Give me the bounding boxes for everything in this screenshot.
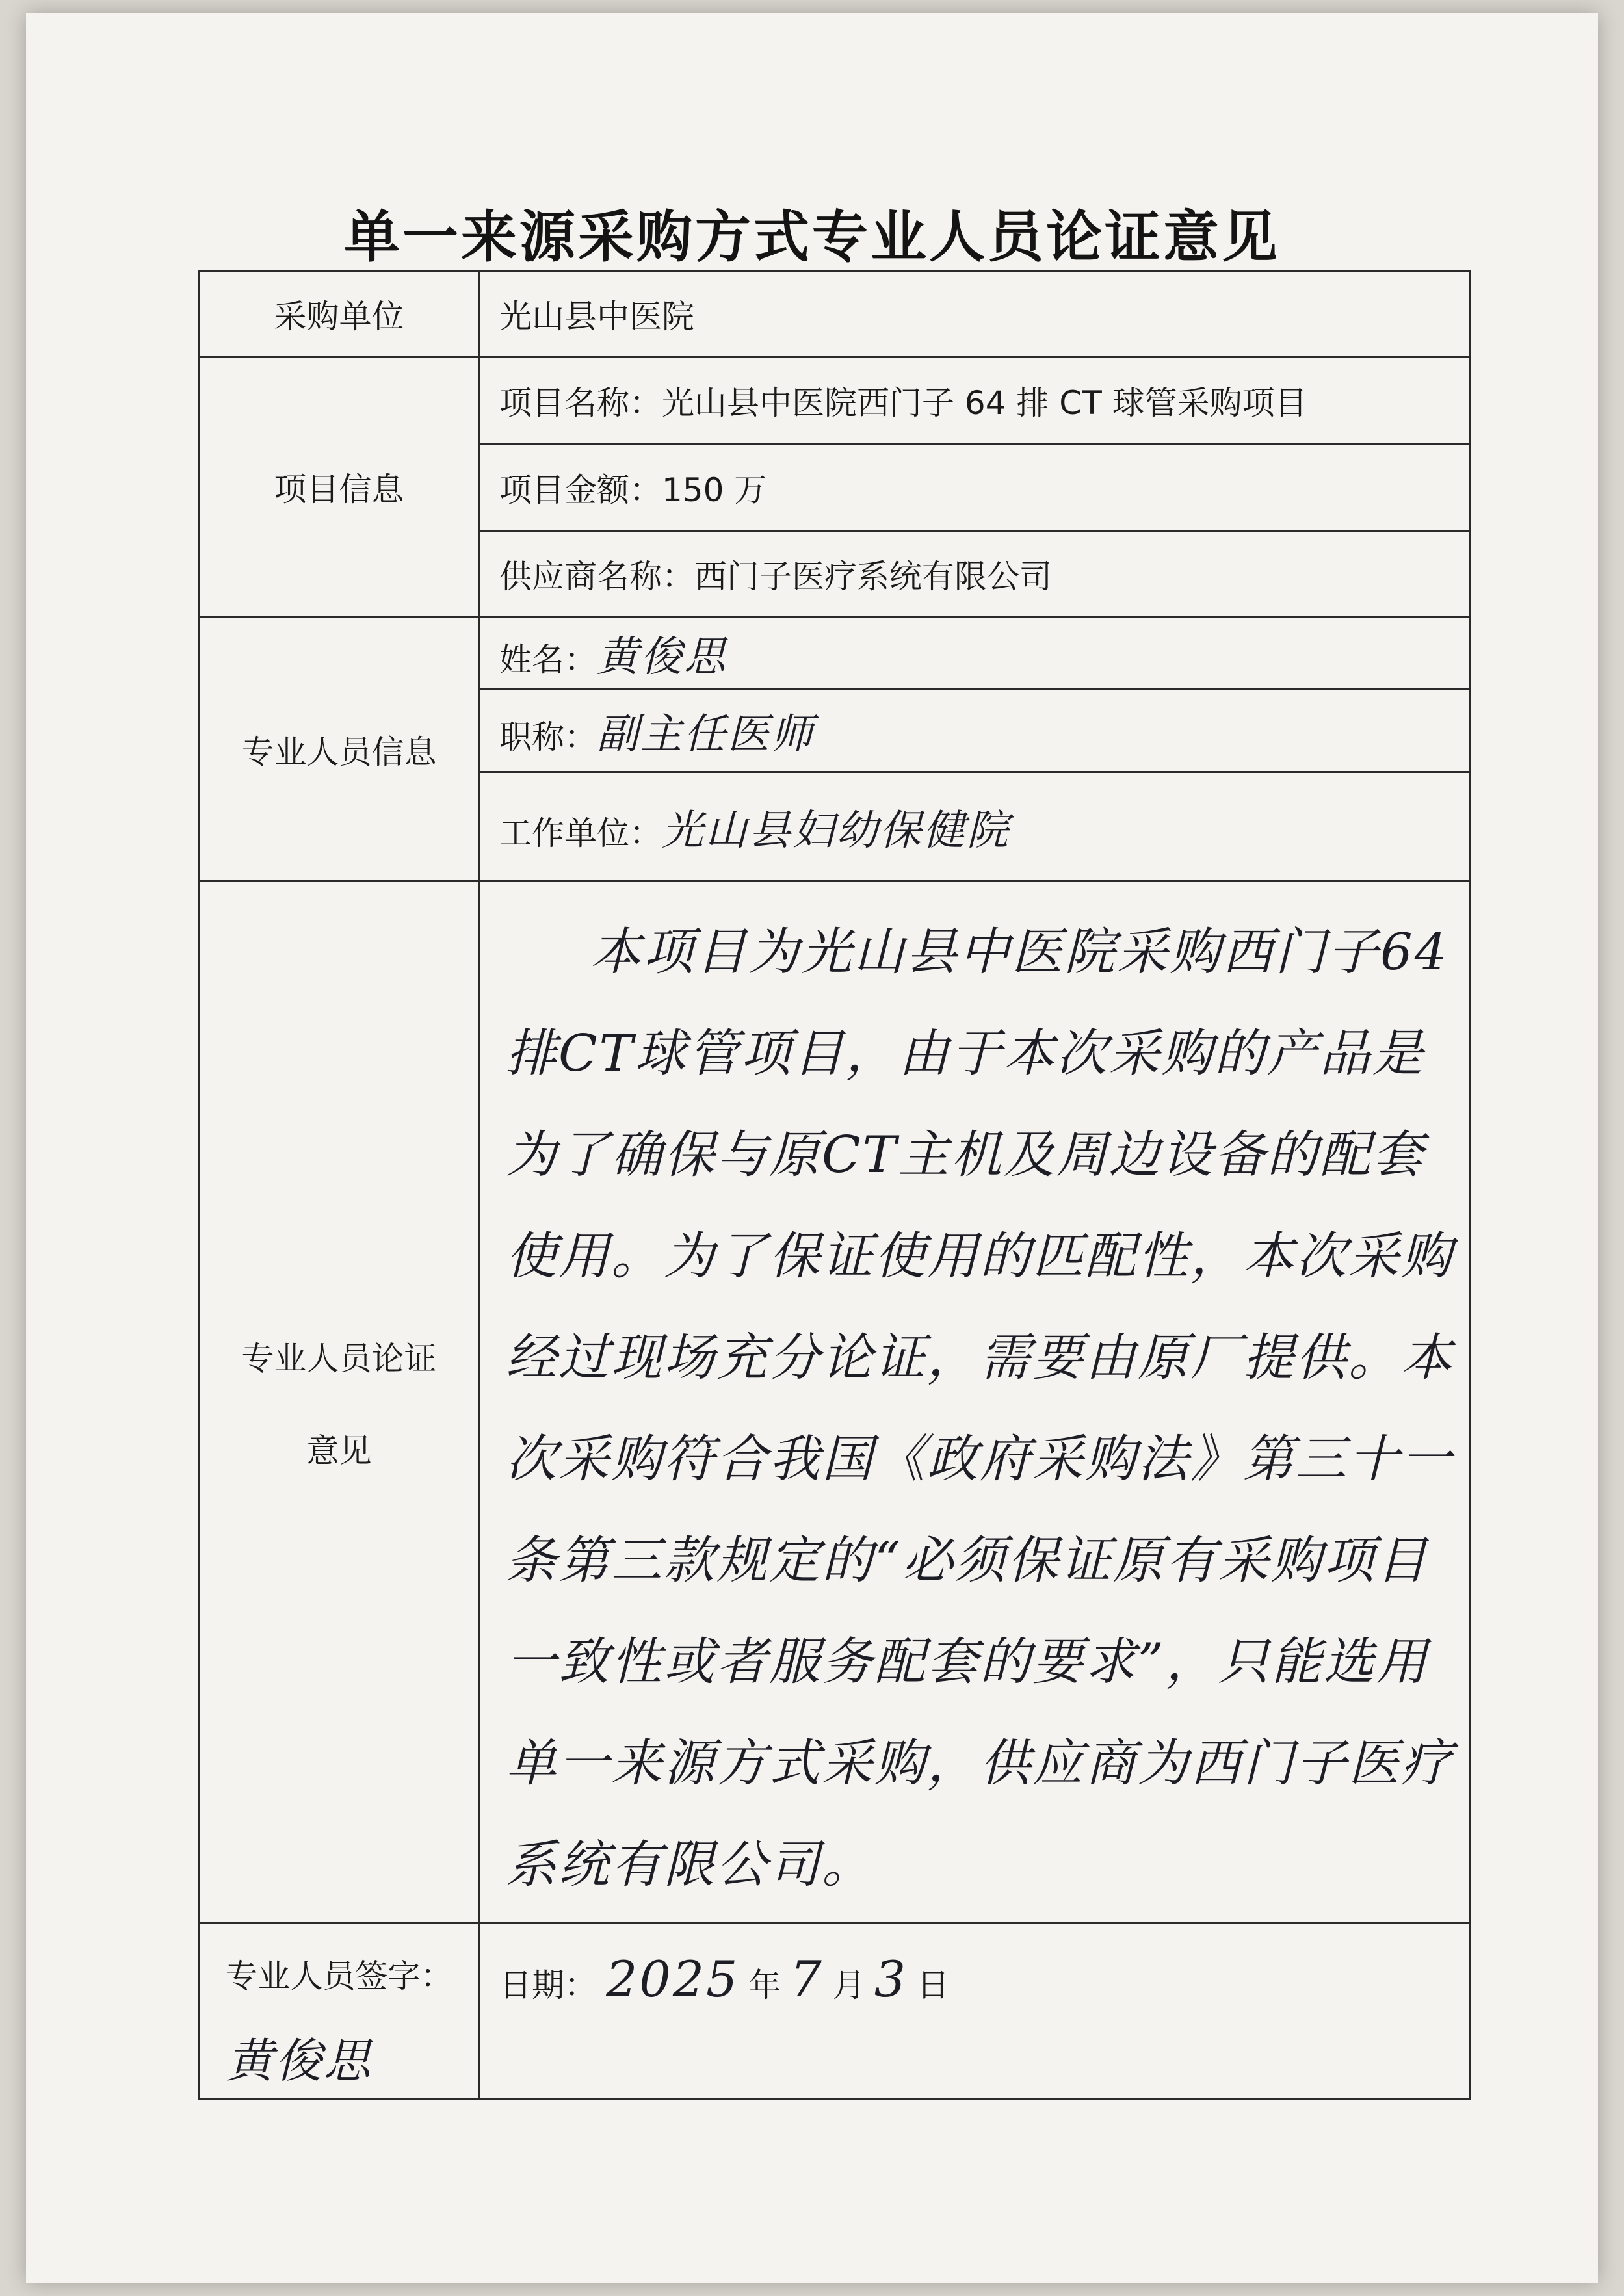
project-amount-label: 项目金额：: [499, 471, 662, 509]
expert-title-handwritten: 副主任医师: [597, 710, 815, 759]
date-day-unit: 日: [917, 1966, 950, 2004]
signature-cell: [200, 1924, 479, 2099]
opinion-label-line1: 专业人员论证: [241, 1340, 437, 1377]
opinion-handwritten-text: 本项目为光山县中医院采购西门子64排CT球管项目，由于本次采购的产品是为了确保与原CT主机及周边设备的配套使用。为了保证使用的匹配性，本次采购经过现场充分论证，需要由原厂提供。本次采购符合我国《政府采购法》第三十一条第三款规定的“必须保证原有采购项目一致性或者服务配套的要求”，只能选用单一来源方式采购，供应商为西门子医疗系统有限公司。: [506, 923, 1454, 1894]
project-name-value: 光山县中医院西门子 64 排 CT 球管采购项目: [662, 384, 1307, 422]
date-label: 日期：: [499, 1966, 597, 2004]
signature-label: 专业人员签字：: [225, 1957, 453, 1995]
project-amount-row: [479, 445, 1471, 531]
supplier-row: [479, 531, 1471, 618]
date-year-handwritten: 2025: [606, 1950, 740, 2008]
argument-form-table: [198, 270, 1471, 2100]
opinion-label-line2: 意见: [306, 1432, 372, 1470]
project-name-row: [479, 357, 1471, 445]
project-amount-value: 150 万: [662, 471, 767, 509]
expert-title-label: 职称：: [499, 718, 597, 756]
opinion-cell: [479, 881, 1471, 1924]
date-cell: [479, 1924, 1471, 2099]
expert-title-row: [479, 689, 1471, 772]
expert-unit-label: 工作单位：: [499, 814, 662, 852]
document-page: [26, 13, 1598, 2283]
expert-name-label: 姓名：: [499, 640, 597, 679]
expert-name-row: [479, 618, 1471, 689]
supplier-value: 西门子医疗系统有限公司: [694, 558, 1052, 595]
project-info-label: 项目信息: [200, 357, 479, 618]
date-day-handwritten: 3: [874, 1950, 908, 2008]
expert-unit-handwritten: 光山县妇幼保健院: [662, 806, 1010, 855]
opinion-label: [200, 881, 479, 1924]
expert-info-label: 专业人员信息: [200, 618, 479, 881]
date-month-unit: 月: [832, 1966, 865, 2004]
date-month-handwritten: 7: [790, 1950, 824, 2008]
project-name-label: 项目名称：: [499, 384, 662, 422]
supplier-label: 供应商名称：: [499, 558, 694, 595]
expert-unit-row: [479, 772, 1471, 881]
signature-handwritten: 黄俊思: [226, 2033, 373, 2088]
purchaser-value: 光山县中医院: [479, 271, 1471, 357]
purchaser-label: 采购单位: [200, 271, 479, 357]
document-title: 单一来源采购方式专业人员论证意见: [344, 205, 1280, 270]
expert-name-handwritten: 黄俊思: [597, 633, 727, 681]
date-year-unit: 年: [748, 1966, 781, 2004]
